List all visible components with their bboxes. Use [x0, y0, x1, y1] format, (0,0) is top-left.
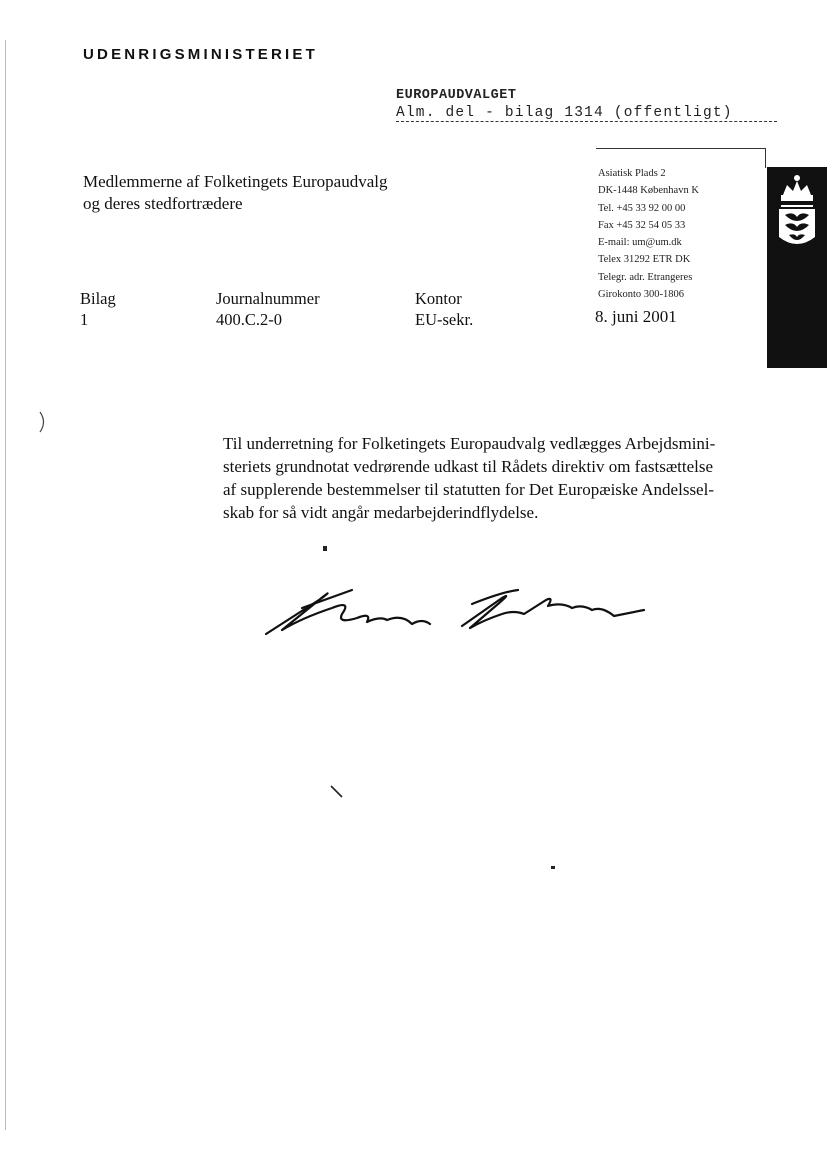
committee-stamp: [396, 88, 777, 122]
body-line-2: steriets grundnotat vedrørende udkast til Rådets direktiv om fastsættelse: [223, 457, 714, 476]
body-line-4: skab for så vidt angår medarbejderindflydelse.: [223, 503, 539, 522]
office-label: Kontor: [415, 289, 462, 308]
contact-tel: Tel. +45 33 92 00 00: [598, 202, 686, 214]
office-value: EU-sekr.: [415, 310, 474, 329]
recipient-block: [83, 171, 388, 215]
contact-rule: [596, 148, 766, 149]
signature-image: [262, 578, 652, 653]
contact-telegram: Telegr. adr. Etrangeres: [598, 271, 693, 283]
stamp-reference: Alm. del - bilag 1314 (offentligt): [396, 105, 777, 122]
scan-parenthesis: [38, 410, 48, 439]
body-line-3: af supplerende bestemmelser til statutten for Det Europæiske Andelssel-: [223, 480, 714, 499]
letter-body: [223, 432, 733, 524]
bilag-label: Bilag: [80, 289, 116, 308]
recipient-line-2: og deres stedfortrædere: [83, 194, 243, 213]
contact-email: E-mail: um@um.dk: [598, 237, 682, 249]
contact-rule-vertical: [765, 148, 766, 168]
bilag-value: 1: [80, 310, 89, 329]
scan-speck: [551, 866, 555, 869]
scan-speck: [323, 546, 327, 551]
recipient-line-1: Medlemmerne af Folketingets Europaudvalg: [83, 172, 388, 191]
scan-stroke: [330, 785, 344, 804]
contact-fax: Fax +45 32 54 05 33: [598, 219, 686, 231]
journal-value: 400.C.2-0: [216, 310, 282, 329]
contact-giro: Girokonto 300-1806: [598, 289, 685, 301]
scan-margin-line: [5, 40, 6, 1130]
contact-telex: Telex 31292 ETR DK: [598, 254, 691, 266]
ministry-heading: UDENRIGSMINISTERIET: [83, 46, 318, 63]
journal-label: Journalnummer: [216, 289, 320, 308]
contact-block: [598, 165, 699, 303]
contact-city: DK-1448 København K: [598, 185, 699, 197]
body-line-1: Til underretning for Folketingets Europaudvalg vedlægges Arbejdsmini-: [223, 434, 716, 453]
royal-crest-icon: [767, 167, 827, 368]
stamp-committee: EUROPAUDVALGET: [396, 88, 517, 103]
letter-date: 8. juni 2001: [595, 307, 677, 326]
contact-address: Asiatisk Plads 2: [598, 168, 666, 179]
